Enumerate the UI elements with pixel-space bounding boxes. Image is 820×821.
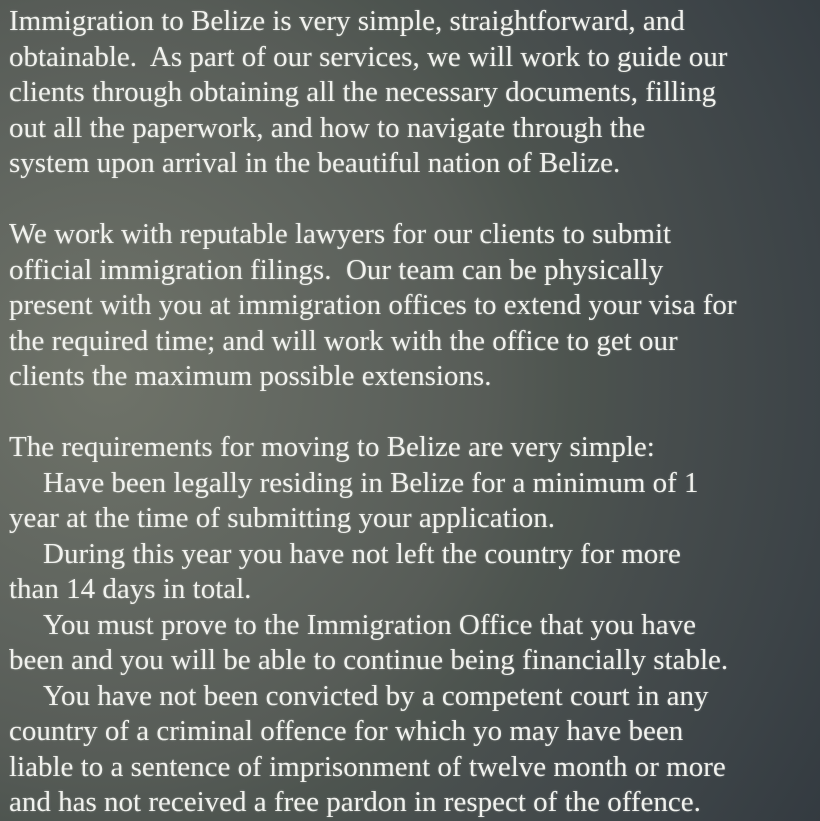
text-line: out all the paperwork, and how to navigate through the [9,111,646,144]
text-line: During this year you have not left the country for more [43,537,681,570]
text-line: and has not received a free pardon in respect of the offence. [9,786,701,818]
blank-line [9,182,814,218]
blank-line [9,395,814,431]
text-line: Immigration to Belize is very simple, straightforward, and [9,5,685,37]
text-line: been and you will be able to continue being financially stable. [9,644,729,676]
text-line: present with you at immigration offices to extend your visa for [9,289,737,321]
text-line: You must prove to the Immigration Office that you have [43,608,696,641]
text-line: liable to a sentence of imprisonment of twelve month or more [9,750,726,783]
text-line: country of a criminal offence for which yo may have been [9,715,684,747]
text-line: The requirements for moving to Belize are very simple: [9,431,655,463]
text-line: clients through obtaining all the necessary documents, filling [9,76,717,108]
text-line: Have been legally residing in Belize for a minimum of 1 [43,466,699,499]
text-line: year at the time of submitting your application. [9,502,556,534]
text-line: obtainable. As part of our services, we will work to guide our [9,40,728,73]
text-line: the required time; and will work with the office to get our [9,324,678,357]
text-line: than 14 days in total. [9,573,252,605]
text-line: system upon arrival in the beautiful nation of Belize. [9,147,621,179]
text-line: official immigration filings. Our team can be physically [9,253,664,286]
text-line: clients the maximum possible extensions. [9,360,492,392]
text-line: You have not been convicted by a competent court in any [43,679,709,712]
text-line: We work with reputable lawyers for our clients to submit [9,218,672,250]
